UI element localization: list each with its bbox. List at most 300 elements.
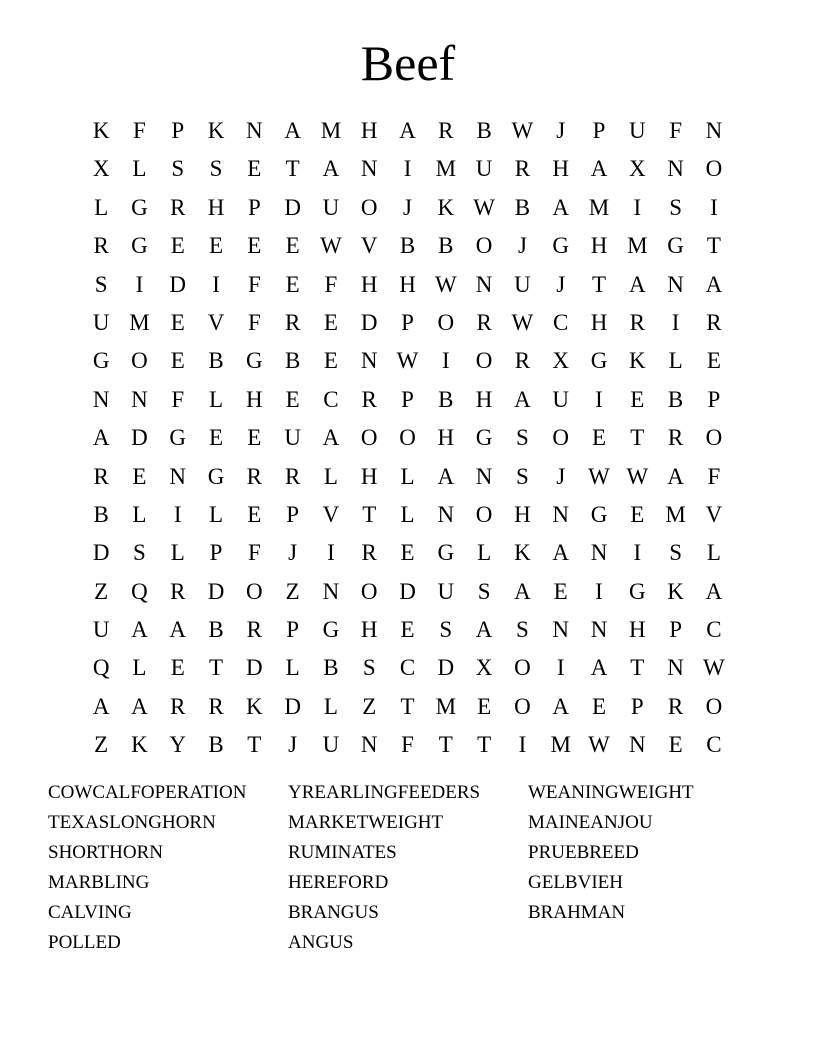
grid-cell[interactable]: R [170, 194, 186, 220]
grid-cell[interactable]: L [285, 655, 300, 681]
grid-cell[interactable]: D [284, 194, 301, 220]
grid-cell[interactable]: U [475, 156, 493, 182]
grid-cell[interactable]: O [360, 425, 378, 451]
grid-cell[interactable]: O [552, 425, 570, 451]
grid-cell[interactable]: D [284, 693, 301, 719]
grid-cell[interactable]: M [320, 118, 342, 143]
grid-cell[interactable]: Z [94, 732, 109, 758]
grid-cell[interactable]: E [630, 501, 645, 527]
grid-cell[interactable]: E [170, 309, 185, 335]
grid-cell[interactable]: R [438, 118, 454, 143]
grid-cell[interactable]: H [360, 463, 378, 489]
grid-cell[interactable]: E [132, 463, 147, 489]
grid-cell[interactable]: I [633, 194, 642, 220]
grid-cell[interactable]: B [208, 732, 224, 758]
grid-cell[interactable]: H [207, 194, 225, 220]
grid-cell[interactable]: I [327, 540, 335, 566]
word-list-item: MAINEANJOU [528, 812, 653, 833]
grid-cell[interactable]: S [669, 194, 682, 220]
grid-cell[interactable]: B [476, 118, 492, 143]
grid-cell[interactable]: O [360, 194, 378, 220]
grid-cell[interactable]: O [475, 501, 493, 527]
grid-cell[interactable]: P [669, 617, 682, 643]
grid-cell[interactable]: P [286, 617, 300, 643]
grid-cell[interactable]: U [284, 425, 301, 451]
grid-cell[interactable]: B [438, 233, 454, 259]
grid-cell[interactable]: A [169, 617, 187, 643]
grid-cell[interactable]: J [556, 118, 566, 143]
grid-cell[interactable]: F [401, 732, 414, 758]
grid-cell[interactable]: B [667, 386, 684, 412]
grid-cell[interactable]: B [438, 386, 454, 412]
grid-cell[interactable]: F [171, 386, 185, 412]
grid-cell[interactable]: P [247, 194, 261, 220]
word-list-item: RUMINATES [288, 842, 397, 863]
grid-cell[interactable]: V [322, 501, 340, 527]
grid-cell[interactable]: G [475, 425, 493, 451]
grid-cell[interactable]: L [94, 194, 109, 220]
grid-cell[interactable]: E [400, 617, 415, 643]
grid-cell[interactable]: L [209, 386, 224, 412]
grid-cell[interactable]: D [207, 578, 225, 604]
grid-cell[interactable]: W [511, 118, 534, 143]
grid-cell[interactable]: N [667, 655, 684, 681]
grid-cell[interactable]: W [320, 233, 342, 259]
grid-cell[interactable]: R [246, 617, 262, 643]
grid-cell[interactable]: G [131, 233, 148, 259]
grid-cell[interactable]: E [706, 348, 721, 374]
grid-cell[interactable]: E [591, 425, 607, 451]
grid-cell[interactable]: E [553, 578, 568, 604]
grid-cell[interactable]: Q [131, 578, 148, 604]
grid-cell[interactable]: N [475, 271, 493, 297]
grid-cell[interactable]: K [628, 348, 646, 374]
grid-cell[interactable]: F [247, 309, 261, 335]
grid-cell[interactable]: V [207, 309, 225, 335]
grid-cell[interactable]: L [132, 501, 147, 527]
grid-cell[interactable]: H [360, 271, 378, 297]
grid-cell[interactable]: E [170, 233, 185, 259]
grid-cell[interactable]: H [590, 309, 608, 335]
grid-cell[interactable]: U [552, 386, 570, 412]
grid-cell[interactable]: D [92, 540, 110, 566]
grid-cell[interactable]: O [131, 348, 148, 374]
grid-cell[interactable]: W [396, 348, 419, 374]
grid-cell[interactable]: N [437, 501, 455, 527]
grid-cell[interactable]: J [403, 194, 412, 220]
grid-cell[interactable]: A [552, 693, 570, 719]
grid-cell[interactable]: C [706, 617, 722, 643]
grid-cell[interactable]: I [212, 271, 220, 297]
grid-cell[interactable]: T [477, 732, 492, 758]
grid-cell[interactable]: J [288, 732, 298, 758]
grid-cell[interactable]: G [322, 617, 340, 643]
grid-cell[interactable]: G [437, 540, 455, 566]
grid-cell[interactable]: N [169, 463, 187, 489]
grid-cell[interactable]: S [94, 271, 108, 297]
grid-cell[interactable]: O [514, 693, 531, 719]
grid-cell[interactable]: M [665, 501, 686, 527]
grid-cell[interactable]: K [667, 578, 684, 604]
grid-cell[interactable]: P [401, 309, 414, 335]
word-list [48, 780, 768, 960]
word-list-item: YREARLINGFEEDERS [288, 782, 481, 803]
grid-cell[interactable]: S [171, 156, 185, 182]
grid-cell[interactable]: E [170, 348, 185, 374]
grid-cell[interactable]: N [360, 156, 378, 182]
grid-cell[interactable]: N [628, 732, 646, 758]
grid-cell[interactable]: T [362, 501, 377, 527]
grid-cell[interactable]: O [705, 156, 723, 182]
grid-cell[interactable]: N [92, 386, 110, 412]
grid-cell[interactable]: W [473, 194, 495, 220]
grid-cell[interactable]: F [707, 463, 721, 489]
grid-cell[interactable]: N [360, 348, 378, 374]
grid-cell[interactable]: V [360, 233, 378, 259]
grid-cell[interactable]: A [322, 425, 340, 451]
grid-cell[interactable]: G [552, 233, 570, 259]
grid-cell[interactable]: R [514, 348, 531, 374]
grid-cell[interactable]: I [671, 309, 680, 335]
grid-cell[interactable]: I [518, 732, 527, 758]
grid-cell[interactable]: U [92, 617, 110, 643]
grid-cell[interactable]: H [552, 156, 570, 182]
grid-cell[interactable]: T [209, 655, 224, 681]
grid-cell[interactable]: E [630, 386, 645, 412]
grid-cell[interactable]: P [171, 118, 185, 143]
grid-cell[interactable]: S [133, 540, 146, 566]
grid-cell[interactable]: F [247, 271, 261, 297]
grid-cell[interactable]: D [246, 655, 263, 681]
grid-cell[interactable]: R [93, 233, 109, 259]
grid-cell[interactable]: P [707, 386, 721, 412]
grid-cell[interactable]: W [588, 732, 610, 758]
grid-cell[interactable]: E [323, 348, 338, 374]
grid-cell[interactable]: O [705, 693, 723, 719]
grid-cell[interactable]: R [361, 386, 377, 412]
grid-cell[interactable]: R [361, 540, 377, 566]
grid-cell[interactable]: A [92, 425, 110, 451]
grid-cell[interactable]: T [285, 156, 300, 182]
grid-cell[interactable]: S [516, 617, 529, 643]
grid-cell[interactable]: B [284, 348, 301, 374]
grid-cell[interactable]: L [132, 156, 147, 182]
grid-cell[interactable]: R [629, 309, 645, 335]
grid-cell[interactable]: F [324, 271, 338, 297]
grid-cell[interactable]: E [400, 540, 415, 566]
grid-cell[interactable]: R [170, 578, 186, 604]
grid-cell[interactable]: N [552, 617, 570, 643]
grid-cell[interactable]: I [403, 156, 412, 182]
grid-cell[interactable]: S [362, 655, 376, 681]
grid-cell[interactable]: P [209, 540, 223, 566]
grid-cell[interactable]: N [590, 617, 608, 643]
grid-cell[interactable]: R [476, 309, 492, 335]
grid-cell[interactable]: H [360, 118, 378, 143]
grid-cell[interactable]: K [246, 693, 263, 719]
grid-cell[interactable]: R [246, 463, 262, 489]
grid-cell[interactable]: J [556, 271, 566, 297]
grid-cell[interactable]: S [516, 425, 529, 451]
grid-cell[interactable]: S [669, 540, 682, 566]
grid-cell[interactable]: S [439, 617, 453, 643]
grid-cell[interactable]: A [437, 463, 455, 489]
grid-cell[interactable]: E [247, 501, 262, 527]
grid-cell[interactable]: R [284, 309, 301, 335]
grid-cell[interactable]: H [475, 386, 493, 412]
grid-cell[interactable]: A [92, 693, 110, 719]
grid-cell[interactable]: L [132, 655, 147, 681]
grid-cell[interactable]: J [517, 233, 527, 259]
grid-cell[interactable]: U [514, 271, 531, 297]
grid-cell[interactable]: O [514, 655, 531, 681]
grid-cell[interactable]: G [207, 463, 225, 489]
grid-cell[interactable]: M [435, 693, 457, 719]
grid-cell[interactable]: C [399, 655, 416, 681]
grid-cell[interactable]: P [401, 386, 414, 412]
grid-cell[interactable]: A [514, 578, 531, 604]
grid-cell[interactable]: A [705, 271, 723, 297]
grid-cell[interactable]: L [706, 540, 721, 566]
grid-cell[interactable]: E [209, 425, 224, 451]
grid-cell[interactable]: L [323, 463, 338, 489]
grid-cell[interactable]: H [360, 617, 378, 643]
grid-cell[interactable]: L [400, 501, 415, 527]
word-list-item: MARKETWEIGHT [288, 812, 444, 833]
grid-cell[interactable]: E [668, 732, 683, 758]
grid-cell[interactable]: G [169, 425, 187, 451]
letter-grid [82, 112, 733, 765]
grid-cell[interactable]: E [247, 233, 262, 259]
grid-cell[interactable]: Z [94, 578, 109, 604]
grid-cell[interactable]: G [590, 348, 608, 374]
grid-cell[interactable]: R [93, 463, 109, 489]
grid-cell[interactable]: D [169, 271, 187, 297]
grid-cell[interactable]: L [170, 540, 185, 566]
grid-cell[interactable]: K [92, 118, 110, 143]
grid-cell[interactable]: N [667, 271, 684, 297]
grid-cell[interactable]: I [595, 578, 603, 604]
grid-cell[interactable]: A [667, 463, 684, 489]
grid-cell[interactable]: B [399, 233, 416, 259]
grid-cell[interactable]: H [628, 617, 646, 643]
grid-cell[interactable]: P [286, 501, 300, 527]
grid-cell[interactable]: D [437, 655, 455, 681]
grid-cell[interactable]: R [667, 693, 684, 719]
grid-cell[interactable]: X [628, 156, 646, 182]
grid-cell[interactable]: U [322, 194, 340, 220]
grid-cell[interactable]: M [627, 233, 648, 259]
grid-cell[interactable]: O [475, 233, 493, 259]
grid-cell[interactable]: U [92, 309, 110, 335]
grid-cell[interactable]: L [668, 348, 683, 374]
grid-cell[interactable]: R [170, 693, 186, 719]
grid-cell[interactable]: H [590, 233, 608, 259]
grid-cell[interactable]: T [400, 693, 415, 719]
grid-cell[interactable]: K [131, 732, 148, 758]
grid-cell[interactable]: N [131, 386, 148, 412]
grid-cell[interactable]: C [553, 309, 569, 335]
grid-cell[interactable]: A [552, 194, 570, 220]
grid-cell[interactable]: N [590, 540, 608, 566]
grid-cell[interactable]: Y [169, 732, 187, 758]
grid-cell[interactable]: S [516, 463, 529, 489]
grid-cell[interactable]: L [209, 501, 224, 527]
grid-cell[interactable]: G [590, 501, 608, 527]
grid-cell[interactable]: J [288, 540, 298, 566]
grid-cell[interactable]: U [322, 732, 340, 758]
grid-cell[interactable]: E [285, 386, 300, 412]
grid-cell[interactable]: A [705, 578, 723, 604]
grid-cell[interactable]: R [208, 693, 224, 719]
grid-cell[interactable]: N [667, 156, 684, 182]
word-list-item: POLLED [48, 932, 121, 953]
grid-cell[interactable]: Z [362, 693, 377, 719]
grid-cell[interactable]: W [588, 463, 610, 489]
grid-cell[interactable]: A [552, 540, 570, 566]
grid-cell[interactable]: O [246, 578, 263, 604]
grid-cell[interactable]: C [323, 386, 339, 412]
grid-cell[interactable]: E [323, 309, 338, 335]
grid-cell[interactable]: D [131, 425, 148, 451]
grid-cell[interactable]: A [590, 156, 608, 182]
grid-cell[interactable]: U [628, 118, 646, 143]
grid-cell[interactable]: T [438, 732, 453, 758]
grid-cell[interactable]: W [703, 655, 725, 681]
grid-cell[interactable]: E [591, 693, 607, 719]
grid-cell[interactable]: E [285, 233, 300, 259]
grid-cell[interactable]: M [588, 194, 610, 220]
grid-cell[interactable]: F [133, 118, 146, 143]
grid-cell[interactable]: I [710, 194, 718, 220]
grid-cell[interactable]: M [435, 156, 457, 182]
grid-cell[interactable]: D [399, 578, 416, 604]
grid-cell[interactable]: R [667, 425, 684, 451]
grid-cell[interactable]: E [285, 271, 300, 297]
word-list-item: MARBLING [48, 872, 150, 893]
grid-cell[interactable]: B [93, 501, 109, 527]
grid-cell[interactable]: N [246, 118, 263, 143]
grid-cell[interactable]: H [246, 386, 263, 412]
word-list-item: CALVING [48, 902, 132, 923]
grid-cell[interactable]: D [360, 309, 378, 335]
grid-cell[interactable]: G [667, 233, 684, 259]
grid-cell[interactable]: B [514, 194, 531, 220]
grid-cell[interactable]: B [208, 617, 224, 643]
grid-cell[interactable]: T [247, 732, 262, 758]
grid-cell[interactable]: H [399, 271, 416, 297]
grid-cell[interactable]: E [170, 655, 185, 681]
grid-cell[interactable]: R [284, 463, 301, 489]
grid-cell[interactable]: I [556, 655, 565, 681]
grid-cell[interactable]: E [247, 425, 262, 451]
grid-cell[interactable]: A [322, 156, 340, 182]
grid-cell[interactable]: W [626, 463, 649, 489]
grid-cell[interactable]: P [630, 693, 644, 719]
grid-cell[interactable]: E [477, 693, 492, 719]
grid-cell[interactable]: F [669, 118, 682, 143]
grid-cell[interactable]: O [475, 348, 493, 374]
grid-cell[interactable]: A [590, 655, 608, 681]
grid-cell[interactable]: L [323, 693, 338, 719]
grid-cell[interactable]: A [514, 386, 531, 412]
grid-cell[interactable]: I [173, 501, 182, 527]
grid-cell[interactable]: A [131, 617, 148, 643]
grid-cell[interactable]: A [131, 693, 148, 719]
grid-cell[interactable]: T [706, 233, 721, 259]
grid-cell[interactable]: L [400, 463, 415, 489]
grid-cell[interactable]: Q [92, 655, 110, 681]
grid-cell[interactable]: I [441, 348, 450, 374]
grid-cell[interactable]: N [705, 118, 723, 143]
grid-cell[interactable]: O [399, 425, 416, 451]
grid-cell[interactable]: I [595, 386, 603, 412]
grid-cell[interactable]: L [477, 540, 492, 566]
grid-cell[interactable]: T [630, 655, 645, 681]
grid-cell[interactable]: I [135, 271, 144, 297]
grid-cell[interactable]: G [131, 194, 148, 220]
grid-cell[interactable]: W [511, 309, 534, 335]
grid-cell[interactable]: O [360, 578, 378, 604]
grid-cell[interactable]: S [209, 156, 223, 182]
grid-cell[interactable]: R [514, 156, 531, 182]
grid-cell[interactable]: W [434, 271, 457, 297]
grid-cell[interactable]: C [706, 732, 722, 758]
grid-cell[interactable]: N [360, 732, 378, 758]
grid-cell[interactable]: B [323, 655, 339, 681]
grid-cell[interactable]: X [552, 348, 570, 374]
grid-cell[interactable]: O [705, 425, 723, 451]
grid-cell[interactable]: M [129, 309, 150, 335]
grid-cell[interactable]: X [92, 156, 110, 182]
grid-cell[interactable]: G [628, 578, 646, 604]
grid-cell[interactable]: P [592, 118, 606, 143]
grid-cell[interactable]: U [437, 578, 455, 604]
grid-cell[interactable]: S [477, 578, 491, 604]
grid-cell[interactable]: O [437, 309, 455, 335]
grid-cell[interactable]: G [92, 348, 110, 374]
grid-cell[interactable]: K [514, 540, 531, 566]
grid-cell[interactable]: A [399, 118, 416, 143]
grid-cell[interactable]: T [591, 271, 607, 297]
word-list-item: WEANINGWEIGHT [528, 782, 694, 803]
grid-cell[interactable]: E [209, 233, 224, 259]
grid-cell[interactable]: B [208, 348, 224, 374]
grid-cell[interactable]: K [207, 118, 225, 143]
grid-cell[interactable]: M [550, 732, 571, 758]
grid-cell[interactable]: F [247, 540, 261, 566]
grid-cell[interactable]: N [552, 501, 570, 527]
word-list-item: BRANGUS [288, 902, 379, 923]
grid-cell[interactable]: N [322, 578, 340, 604]
grid-cell[interactable]: G [246, 348, 263, 374]
grid-cell[interactable]: R [706, 309, 722, 335]
grid-cell[interactable]: K [437, 194, 455, 220]
grid-cell[interactable]: A [475, 617, 493, 643]
grid-cell[interactable]: X [475, 655, 493, 681]
grid-cell[interactable]: J [556, 463, 566, 489]
grid-cell[interactable]: E [247, 156, 262, 182]
grid-cell[interactable]: V [705, 501, 723, 527]
grid-cell[interactable]: N [475, 463, 493, 489]
grid-cell[interactable]: A [284, 118, 301, 143]
grid-cell[interactable]: I [633, 540, 642, 566]
grid-cell[interactable]: H [514, 501, 531, 527]
grid-cell[interactable]: A [628, 271, 646, 297]
grid-cell[interactable]: Z [285, 578, 300, 604]
grid-cell[interactable]: T [630, 425, 645, 451]
grid-cell[interactable]: H [437, 425, 455, 451]
